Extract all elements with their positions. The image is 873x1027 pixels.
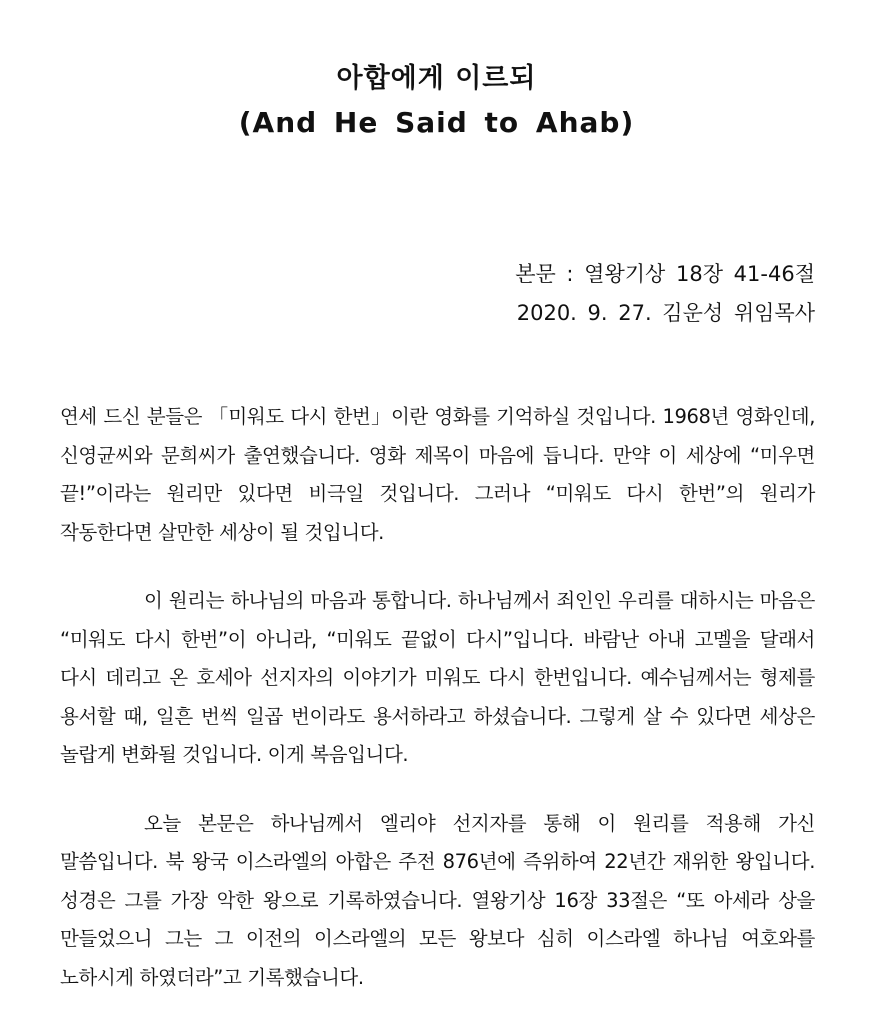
paragraph-2: 이 원리는 하나님의 마음과 통합니다. 하나님께서 죄인인 우리를 대하시는 마음은 “미워도 다시 한번”이 아니라, “미워도 끝없이 다시”입니다. 바람난 아내 고멜을 달래서 다시 데리고 온 호세아 선지자의 이야기가 미워도 다시 한번입니다. 예수님께서는 형제를 용서할 때, 일흔 번씩 일곱 번이라도 용서하라고 하셨습니다. 그렇게 살 수 있다면 세상은 놀랍게 변화될 것입니다. 이게 복음입니다.	[60, 589, 815, 766]
scripture-reference: 본문 : 열왕기상 18장 41-46절	[515, 262, 815, 286]
date-and-author: 2020. 9. 27. 김운성 위임목사	[516, 301, 815, 325]
sermon-body	[60, 398, 815, 1027]
paragraph-1: 연세 드신 분들은 「미워도 다시 한번」이란 영화를 기억하실 것입니다. 1968년 영화인데, 신영균씨와 문희씨가 출연했습니다. 영화 제목이 마음에 듭니다. 만약 이 세상에 “미우면 끝!”이라는 원리만 있다면 비극일 것입니다. 그러나 “미워도 다시 한번”의 원리가 작동한다면 살만한 세상이 될 것입니다.	[60, 405, 815, 544]
title-korean: 아합에게 이르되	[336, 63, 537, 94]
title-english: (And He Said to Ahab)	[238, 106, 635, 139]
paragraph-3: 오늘 본문은 하나님께서 엘리야 선지자를 통해 이 원리를 적용해 가신 말씀입니다. 북 왕국 이스라엘의 아합은 주전 876년에 즉위하여 22년간 재위한 왕입니다. 성경은 그를 가장 악한 왕으로 기록하였습니다. 열왕기상 16장 33절은 “또 아세라 상을 만들었으니 그는 그 이전의 이스라엘의 모든 왕보다 심히 이스라엘 하나님 여호와를 노하시게 하였더라”고 기록했습니다.	[60, 811, 815, 989]
